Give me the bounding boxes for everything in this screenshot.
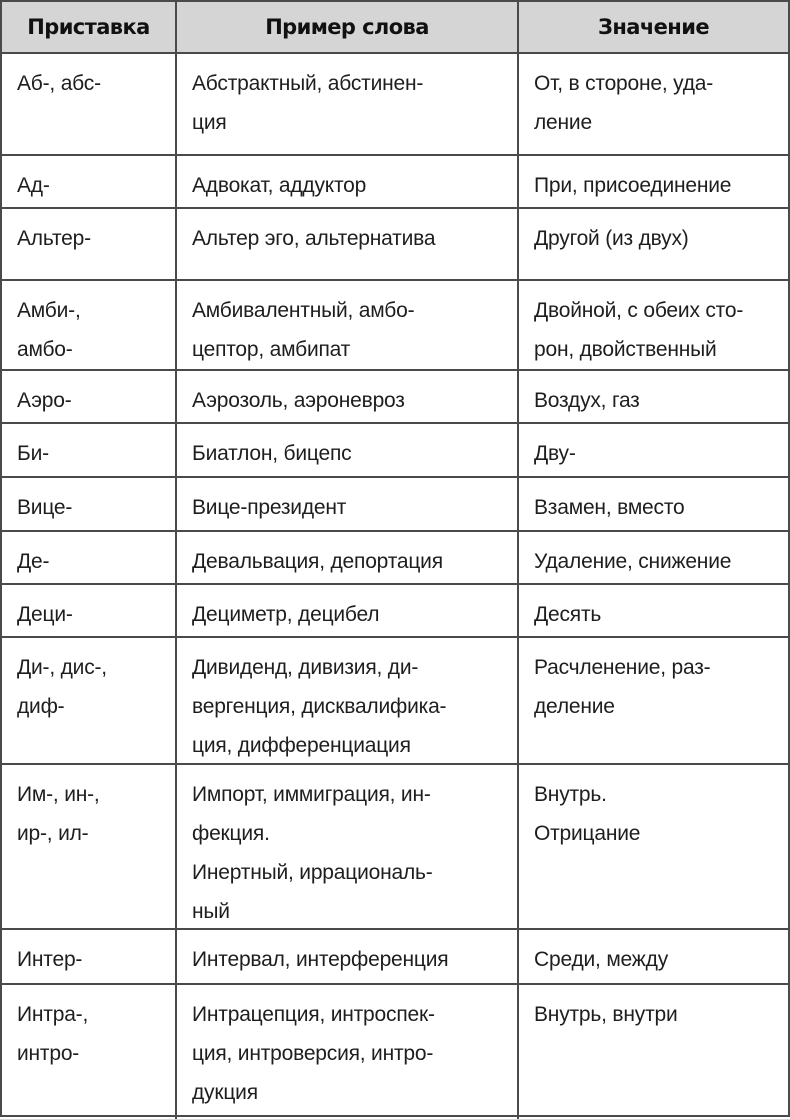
meaning-cell xyxy=(519,532,788,583)
prefix-cell-line: Де- xyxy=(17,550,50,573)
example-cell-line: ция, дифференциация xyxy=(192,734,411,757)
example-cell-line: Вице-президент xyxy=(192,496,347,519)
meaning-cell xyxy=(519,54,788,154)
meaning-cell xyxy=(519,478,788,530)
example-cell xyxy=(177,532,519,583)
example-cell-line: ция xyxy=(192,111,227,134)
table-row xyxy=(2,930,788,985)
meaning-cell xyxy=(519,638,788,763)
prefix-cell xyxy=(2,281,177,369)
example-cell-line: Адвокат, аддуктор xyxy=(192,174,367,197)
header-example: Пример слова xyxy=(177,2,519,52)
meaning-cell xyxy=(519,585,788,636)
meaning-cell-line: Взамен, вместо xyxy=(534,496,685,519)
table-row xyxy=(2,209,788,281)
prefix-cell xyxy=(2,424,177,476)
example-cell-line: Аэрозоль, аэроневроз xyxy=(192,389,405,412)
prefix-cell-line: интро- xyxy=(17,1042,80,1065)
prefix-cell-line: Аб-, абс- xyxy=(17,72,101,95)
prefix-cell xyxy=(2,585,177,636)
prefix-cell-line: Им-, ин-, xyxy=(17,783,100,806)
prefix-cell xyxy=(2,371,177,422)
meaning-cell xyxy=(519,281,788,369)
example-cell-line: Интервал, интерференция xyxy=(192,948,449,971)
table-row xyxy=(2,638,788,765)
meaning-cell-line: Внутрь, внутри xyxy=(534,1003,678,1026)
prefix-cell-line: Ди-, дис-, xyxy=(17,656,107,679)
prefix-cell-line: Интра-, xyxy=(17,1003,89,1026)
header-prefix: Приставка xyxy=(2,2,177,52)
example-cell-line: дукция xyxy=(192,1081,258,1104)
prefix-cell-line: Аэро- xyxy=(17,389,72,412)
meaning-cell-line: Среди, между xyxy=(534,948,668,971)
table-row xyxy=(2,424,788,478)
example-cell-line: Дециметр, децибел xyxy=(192,603,380,626)
meaning-cell xyxy=(519,371,788,422)
prefix-cell xyxy=(2,765,177,928)
meaning-cell xyxy=(519,156,788,207)
meaning-cell xyxy=(519,985,788,1119)
prefix-cell xyxy=(2,478,177,530)
prefix-cell-line: диф- xyxy=(17,695,65,718)
prefix-cell-line: Амби-, xyxy=(17,299,81,322)
table-header xyxy=(2,2,788,54)
example-cell-line: фекция. xyxy=(192,822,270,845)
meaning-cell-line: Воздух, газ xyxy=(534,389,640,412)
prefix-cell xyxy=(2,638,177,763)
example-cell xyxy=(177,985,519,1119)
meaning-cell-line: Внутрь. xyxy=(534,783,607,806)
example-cell-line: Дивиденд, дивизия, ди- xyxy=(192,656,419,679)
example-cell xyxy=(177,930,519,983)
example-cell xyxy=(177,371,519,422)
prefix-cell-line: Альтер- xyxy=(17,227,91,250)
table-row xyxy=(2,985,788,1119)
prefix-cell-line: Деци- xyxy=(17,603,73,626)
table-row xyxy=(2,281,788,371)
meaning-cell-line: деление xyxy=(534,695,615,718)
meaning-cell xyxy=(519,424,788,476)
meaning-cell-line: рон, двойственный xyxy=(534,338,717,361)
example-cell-line: ция, интроверсия, интро- xyxy=(192,1042,434,1065)
example-cell-line: Альтер эго, альтернатива xyxy=(192,227,436,250)
meaning-cell-line: Удаление, снижение xyxy=(534,550,732,573)
prefix-cell-line: ир-, ил- xyxy=(17,822,89,845)
example-cell xyxy=(177,209,519,279)
meaning-cell-line: При, присоединение xyxy=(534,174,732,197)
meaning-cell-line: От, в стороне, уда- xyxy=(534,72,714,95)
example-cell xyxy=(177,281,519,369)
table-row xyxy=(2,478,788,532)
example-cell xyxy=(177,638,519,763)
example-cell xyxy=(177,156,519,207)
example-cell xyxy=(177,478,519,530)
prefix-cell xyxy=(2,985,177,1119)
example-cell-line: вергенция, дисквалифика- xyxy=(192,695,447,718)
example-cell-line: ный xyxy=(192,900,230,923)
table-row xyxy=(2,371,788,424)
prefix-cell xyxy=(2,209,177,279)
meaning-cell xyxy=(519,930,788,983)
table-row xyxy=(2,156,788,209)
example-cell xyxy=(177,585,519,636)
meaning-cell-line: Расчленение, раз- xyxy=(534,656,711,679)
meaning-cell-line: ление xyxy=(534,111,592,134)
header-meaning: Значение xyxy=(598,15,709,39)
example-cell-line: Абстрактный, абстинен- xyxy=(192,72,424,95)
prefix-cell xyxy=(2,156,177,207)
example-cell-line: цептор, амбипат xyxy=(192,338,351,361)
example-cell xyxy=(177,54,519,154)
meaning-cell-line: Дву- xyxy=(534,442,576,465)
table-row xyxy=(2,532,788,585)
table-row xyxy=(2,54,788,156)
example-cell-line: Инертный, иррациональ- xyxy=(192,861,433,884)
prefix-cell-line: амбо- xyxy=(17,338,73,361)
meaning-cell-line: Десять xyxy=(534,603,602,626)
prefix-cell-line: Ад- xyxy=(17,174,50,197)
prefix-cell xyxy=(2,930,177,983)
meaning-cell xyxy=(519,765,788,928)
prefix-cell-line: Интер- xyxy=(17,948,83,971)
example-cell xyxy=(177,765,519,928)
prefix-cell-line: Вице- xyxy=(17,496,73,519)
example-cell-line: Импорт, иммиграция, ин- xyxy=(192,783,431,806)
example-cell-line: Девальвация, депортация xyxy=(192,550,443,573)
meaning-cell-line: Двойной, с обеих сто- xyxy=(534,299,744,322)
prefix-cell xyxy=(2,532,177,583)
example-cell-line: Биатлон, бицепс xyxy=(192,442,352,465)
table-body xyxy=(2,54,788,1119)
prefix-cell xyxy=(2,54,177,154)
meaning-cell-line: Другой (из двух) xyxy=(534,227,689,250)
example-cell xyxy=(177,424,519,476)
prefix-cell-line: Би- xyxy=(17,442,49,465)
table-row xyxy=(2,585,788,638)
example-cell-line: Амбивалентный, амбо- xyxy=(192,299,415,322)
meaning-cell-line: Отрицание xyxy=(534,822,641,845)
meaning-cell xyxy=(519,209,788,279)
table-row xyxy=(2,765,788,930)
example-cell-line: Интрацепция, интроспек- xyxy=(192,1003,435,1026)
